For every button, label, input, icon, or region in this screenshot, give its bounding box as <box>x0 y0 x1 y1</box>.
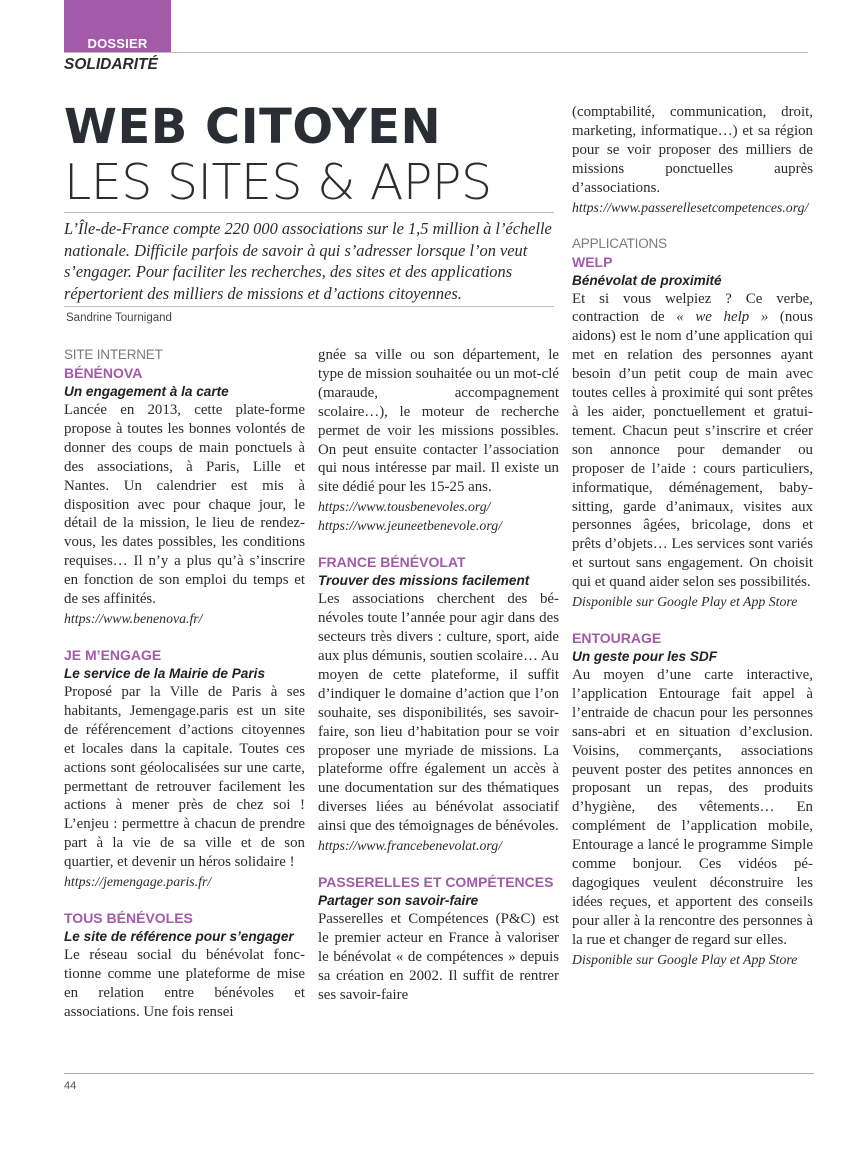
chapo-top-divider <box>64 212 554 213</box>
entry-title-tousbenevoles: TOUS BÉNÉVOLES <box>64 910 193 927</box>
headline-main: WEB CITOYEN <box>64 99 442 155</box>
column-1 <box>64 346 305 1022</box>
entry-body-tousbenevoles-part1: Le réseau social du bénévolat fonctionne comme une plateforme de mise en relation entre bénévoles et associations. Une fois rensei <box>64 947 305 1020</box>
entry-title-entourage: ENTOURAGE <box>572 630 662 647</box>
link-jemengage[interactable]: https://jemengage.paris.fr/ <box>64 874 212 890</box>
link-tousbenevoles[interactable]: https://www.tousbenevoles.org/ <box>318 499 491 515</box>
entry-subtitle-jemengage: Le service de la Mairie de Paris <box>64 665 265 681</box>
column-3 <box>572 103 813 969</box>
section-tab-label: DOSSIER <box>87 36 148 51</box>
link-passerelles[interactable]: https://www.passerellesetcompetences.org/ <box>572 199 809 215</box>
byline: Sandrine Tournigand <box>66 312 172 324</box>
entry-title-passerelles: PASSERELLES ET COMPÉTENCES <box>318 874 554 891</box>
entry-body-passerelles-part1: Passerelles et Compétences (P&C) est le premier acteur en France à valoriser le bénévolat « de compétences » depuis sa création en 2002. Il suffit de rentrer ses savoir-faire <box>318 911 559 1003</box>
entry-subtitle-benenova: Un engagement à la carte <box>64 384 229 399</box>
chapo-bottom-divider <box>64 306 554 307</box>
entry-subtitle-passerelles: Partager son savoir-faire <box>318 893 479 909</box>
category-applications: APPLICATIONS <box>572 235 667 251</box>
link-benenova[interactable]: https://www.benenova.fr/ <box>64 610 203 626</box>
availability-entourage: Disponible sur Google Play et App Store <box>572 951 798 967</box>
entry-title-benenova: BÉNÉNOVA <box>64 365 143 381</box>
availability-welp: Disponible sur Google Play et App Store <box>572 594 798 610</box>
link-francebenevolat[interactable]: https://www.francebenevolat.org/ <box>318 838 502 854</box>
entry-title-welp: WELP <box>572 253 613 270</box>
welp-body-start: Et si vous welpiez ? Ce verbe, contraction de <box>572 290 813 326</box>
entry-title-jemengage: JE M’ENGAGE <box>64 646 162 663</box>
section-tab <box>64 0 171 52</box>
entry-body-tousbenevoles-part2: gnée sa ville ou son département, le type de mission souhaitée ou un mot-clé (maraude, accompagnement scolaire…), le moteur de recherche permet de voir les missions possibles. On peut ensuite contacter l’association qui nous intéresse par mail. Il existe un site dédié pour les 15-25 ans. <box>318 347 559 496</box>
headline-secondary: LES SITES & APPS <box>64 154 492 211</box>
welp-body-end: (nous aidons) est le nom d’une application qui met en relation des personnes ayant besoin d’un petit coup de main avec toutes celles à proximité qui sont prêtes à les aider, ponctuellement et gratuitement. Chacun peut s’inscrire et créer son annonce pour demander ou proposer de l’aide : cours particuliers, informatique, déménagement, baby-sitting, garde d’animaux, visites aux personnes âgées, bricolage, dons et prêts d’objets… Les services sont variés et surtout sans engagement. On choisit qui et quand aider selon ses possibilités. <box>572 309 813 591</box>
entry-body-passerelles-part2: (comptabilité, communication, droit, marketing, informatique…) et sa région pour se voir proposer des milliers de missions ponctuelles auprès d’associations. <box>572 104 813 196</box>
entry-body-benenova: Lancée en 2013, cette plate-forme propose à toutes les bonnes volontés de donner des coups de main ponctuels à des associations, à Paris, Lille et Nantes. Un calendrier est mis à disposition avec pour chaque jour, le détail de la mission, le lieu de rendez-vous, les dates possibles, les conditions requises… Il n’y a plus qu’à s’inscrire en fonction de son emploi du temps et de ses affinités. <box>64 402 305 608</box>
entry-body-entourage: Au moyen d’une carte interactive, l’application Entourage fait appel à l’entraide de chacun pour les personnes sans-abri et en situation d’exclusion. Voisins, commerçants, associations peuvent poster des petites annonces en proposant un repas, des produits d’hygiène, des vêtements… En complément de l’application mobile, Entourage a lancé le programme Simple comme bonjour. Ces vidéos pédagogiques veulent déconstruire les idées reçues, et apportent des conseils pour aller à la rencontre des personnes à la rue et changer de regard sur elles. <box>572 667 813 948</box>
column-2 <box>318 346 559 1005</box>
link-jeuneetbenevole[interactable]: https://www.jeuneetbenevole.org/ <box>318 518 502 534</box>
entry-subtitle-welp: Bénévolat de proximité <box>572 272 722 288</box>
footer-divider <box>64 1073 814 1074</box>
page-number: 44 <box>64 1080 77 1092</box>
header-divider <box>64 52 808 53</box>
entry-body-francebenevolat: Les associations cherchent des bénévoles toute l’année pour agir dans des secteurs très divers : culture, sport, aide aux plus démunis, soutien scolaire… Au moyen de cette plateforme, il suffit d’indiquer le domaine d’action que l’on souhaite, ses disponibilités, ses savoir-faire, son lieu d’habitation pour se voir proposer une myriade de missions. La plateforme offre également un accès à une documentation sur des thématiques diverses liées au bénévolat associatif ainsi que des témoignages de bénévoles. <box>318 591 559 835</box>
entry-subtitle-francebenevolat: Trouver des missions facilement <box>318 573 530 589</box>
welp-quote: « we help » <box>676 309 769 326</box>
entry-body-welp <box>572 290 813 593</box>
entry-body-jemengage: Proposé par la Ville de Paris à ses habitants, Jemengage.paris est un site de référencement d’actions citoyennes et locales dans la capitale. Toutes ces actions sont géolocalisées sur une carte, permettant de retrouver facilement les actions à mener près de chez soi ! L’enjeu : permettre à chacun de prendre part à la vie de sa ville et de son quartier, et devenir un héros solidaire ! <box>64 683 305 871</box>
entry-title-francebenevolat: FRANCE BÉNÉVOLAT <box>318 554 466 571</box>
category-site-internet: SITE INTERNET <box>64 347 163 362</box>
chapo-intro: L’Île-de-France compte 220 000 associations sur le 1,5 million à l’échelle nationale. Difficile parfois de savoir à qui s’adresser lorsque l’on veut s’engager. Pour faciliter les recherches, des sites et des applications répertorient des milliers de missions et d’actions citoyennes. <box>64 219 552 303</box>
entry-subtitle-tousbenevoles: Le site de référence pour s’engager <box>64 929 294 945</box>
rubric: SOLIDARITÉ <box>64 56 158 73</box>
entry-subtitle-entourage: Un geste pour les SDF <box>572 649 718 665</box>
